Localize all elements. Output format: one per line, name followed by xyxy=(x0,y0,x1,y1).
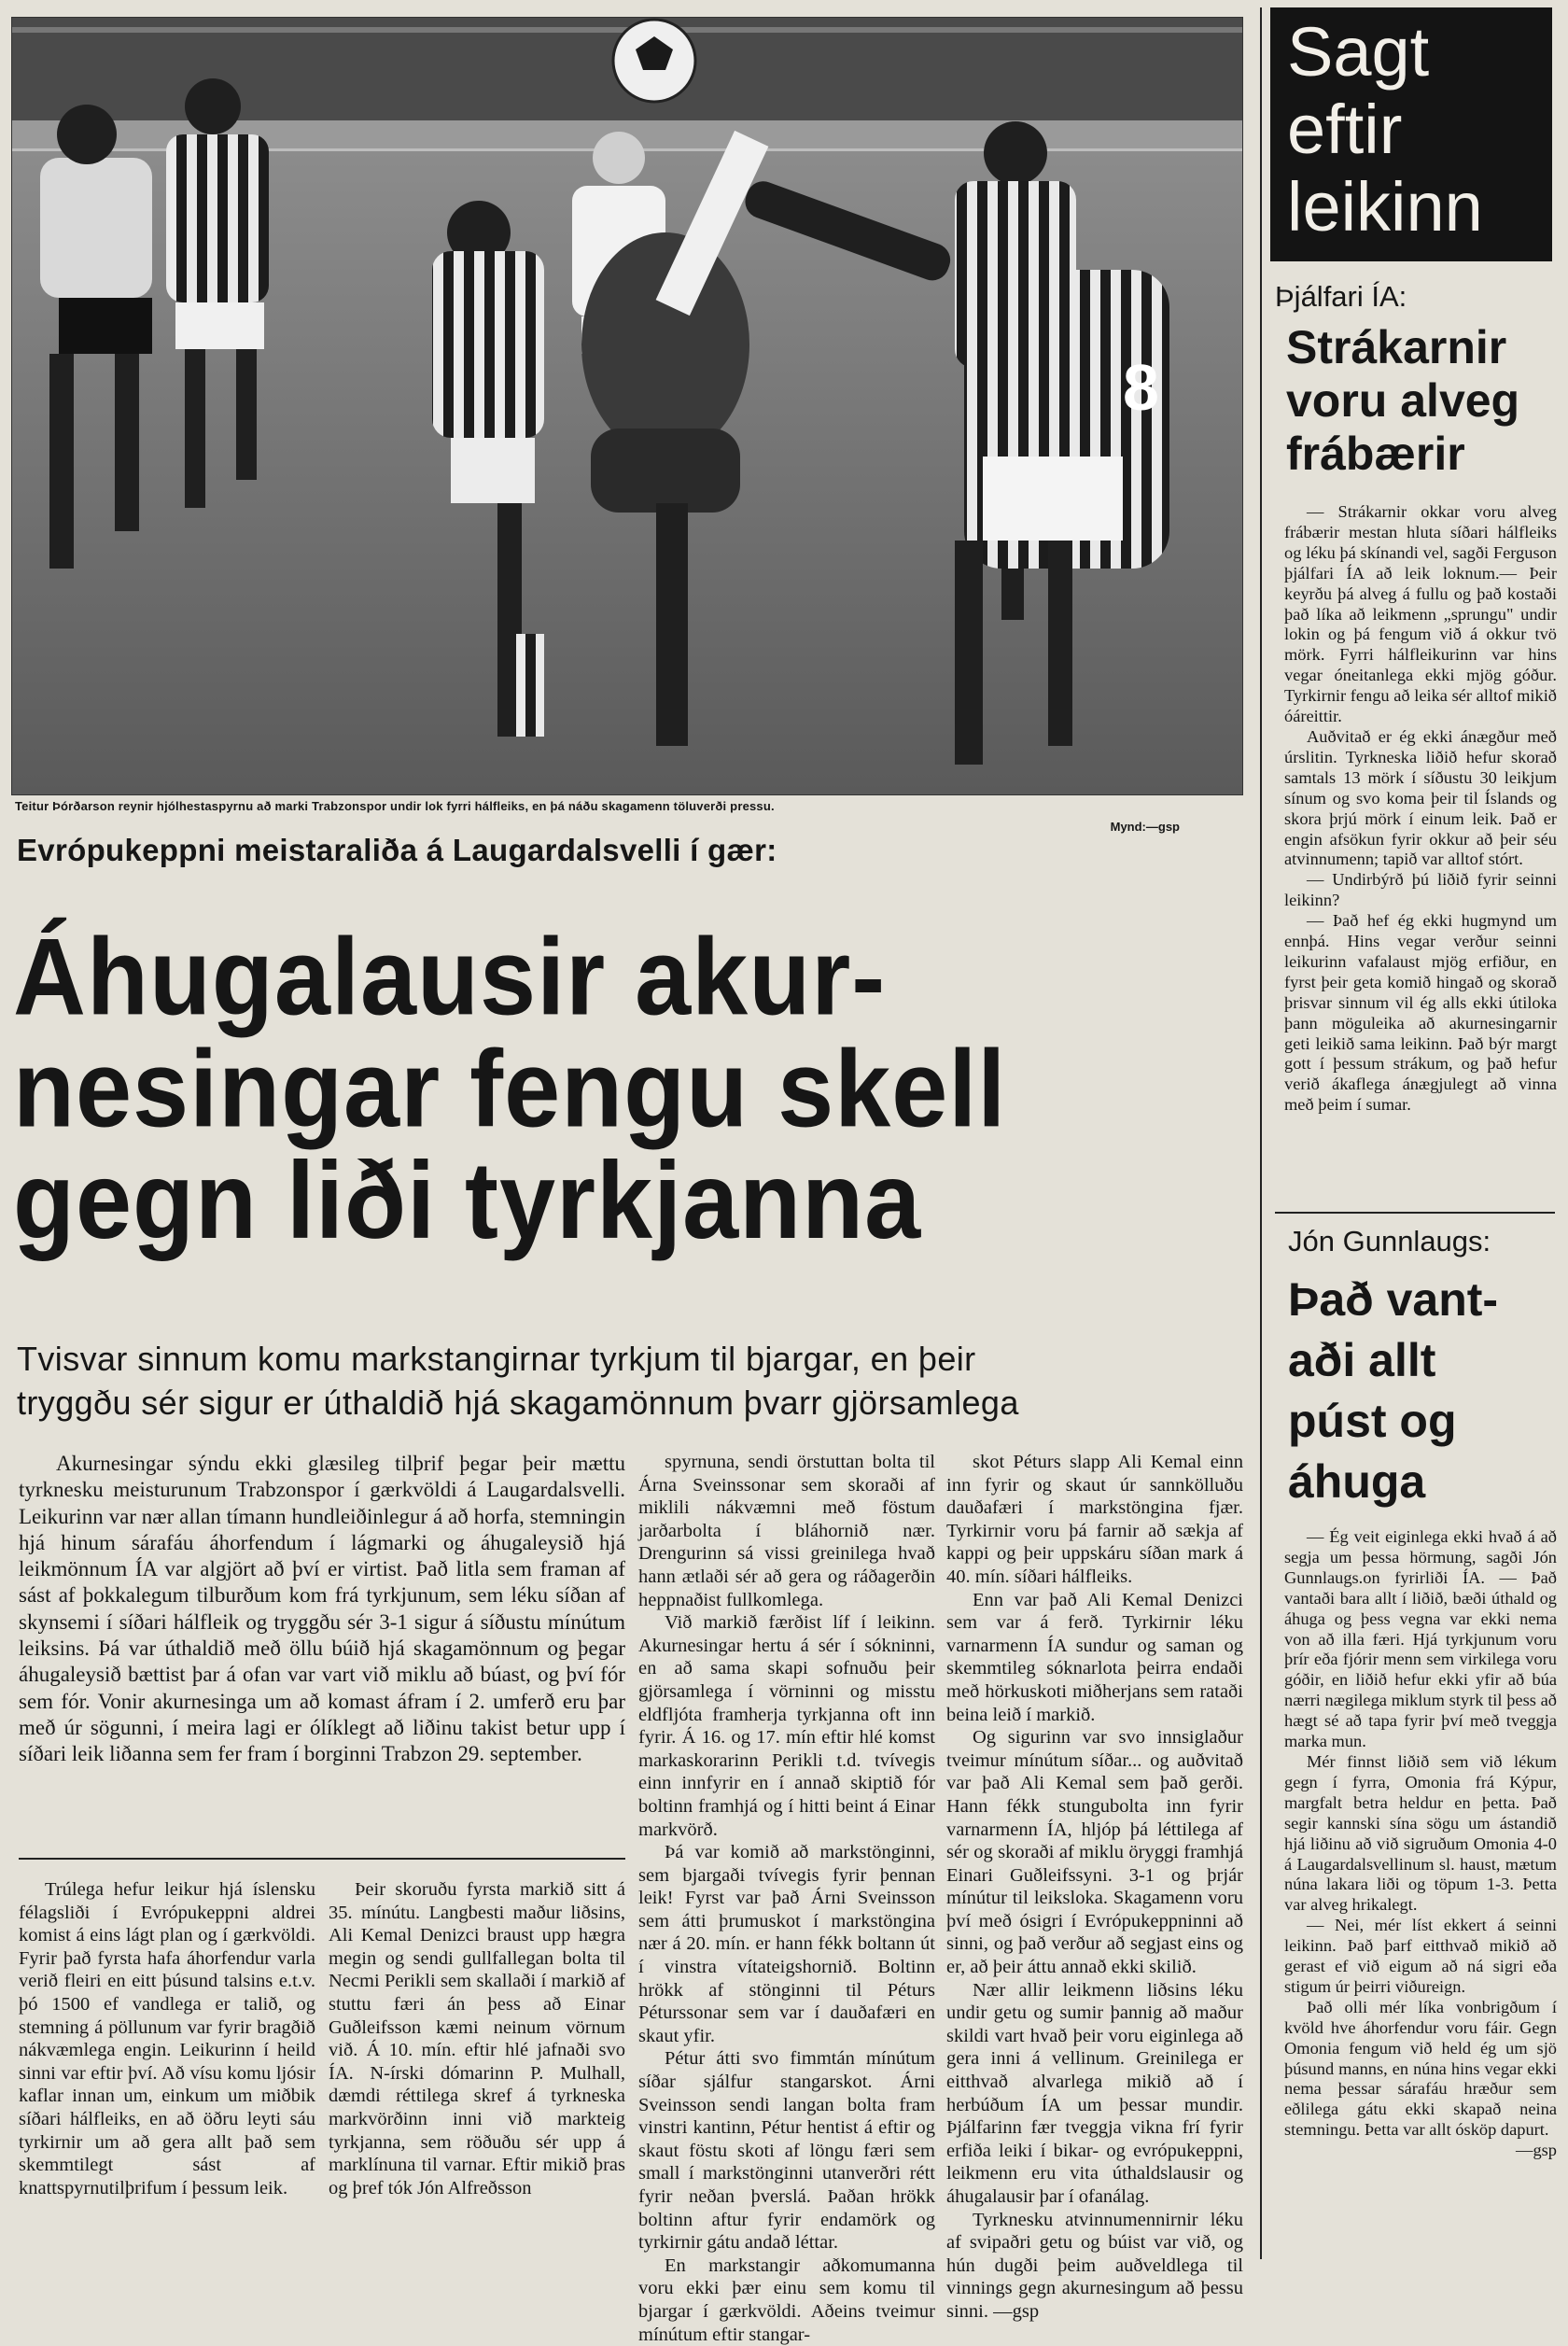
article-deck xyxy=(17,1337,1249,1425)
sidebar-heading: Sagt eftir leikinn xyxy=(1287,13,1483,246)
column-rule xyxy=(19,1858,625,1860)
body-paragraph: En markstangir aðkomumanna voru ekki þær einu sem komu til bjargar í gærkvöldi. Aðeins tveimur mínútum eftir stangar- xyxy=(638,2255,935,2345)
sidebar-divider xyxy=(1260,7,1262,2259)
sidebar-item1-title: Strákarnir voru alveg frábærir xyxy=(1286,321,1520,480)
photo-credit: Mynd:—gsp xyxy=(1110,820,1180,834)
body-paragraph: skot Péturs slapp Ali Kemal einn inn fyrir og skaut úr sannkölluðu dauðafæri í markstöngina fjær. Tyrkirnir voru þá farnir að sækja af kappi og þeir uppskáru síðan mark á 40. mín. síðari hálfleiks. xyxy=(946,1452,1243,1587)
article-headline xyxy=(13,915,1245,1262)
body-paragraph: Við markið færðist líf í leikinn. Akurnesingar hertu á sér í sókninni, en að sama skapi sofnuðu þeir gjörsamlega í vörninni og misstu eldfljóta framherja tyrkjanna oft inn fyrir. Á 16. og 17. mín eftir hlé komst markaskorarinn Perikli t.d. tvívegis einn innfyrir en í annað skiptið fór boltinn framhjá og í hitti beint á Einar markvörð. xyxy=(638,1612,935,1840)
sidebar-signature: —gsp xyxy=(1516,2141,1557,2160)
body-paragraph: Enn var það Ali Kemal Denizci sem var á ferð. Tyrkirnir léku varnarmenn ÍA sundur og saman og skemmtileg sóknarlota þeirra endaði með hörkuskoti miðherjans sem rataði beina leið í markið. xyxy=(946,1589,1243,1725)
sidebar-item1-label: Þjálfari ÍA: xyxy=(1275,280,1407,313)
article-column-2a xyxy=(19,1878,315,2199)
deck-line: Tvisvar sinnum komu markstangirnar tyrkjum til bjargar, en þeir xyxy=(17,1340,976,1378)
body-paragraph: Þá var komið að markstönginni, sem bjargaði tvívegis fyrir þennan leik! Fyrst var það Árni Sveinsson sem átti þrumuskot í markstöngina nær á 20. mín. er hann fékk boltann út í vinstra vítateigshornið. Boltinn hrökk af stönginni til Péturs Péturssonar sem var í dauðafæri en skaut yfir. xyxy=(638,1842,935,2046)
body-paragraph: Nær allir leikmenn liðsins léku undir getu og sumir þannig að maður skildi vart hvað þeir voru eiginlega að gera inni á vellinum. Greinilega er eitthvað alvarlega mikið að í herbúðum ÍA um þessar mundir. Þjálfarinn fær tveggja vikna frí fyrir erfiða leiki í bikar- og evrópukeppni, leikmenn eru vita úthaldslausir og áhugalausir þar í ofanálag. xyxy=(946,1979,1243,2207)
headline-line: gegn liði tyrkjanna xyxy=(13,1139,922,1262)
photo-caption: Teitur Þórðarson reynir hjólhestaspyrnu að marki Trabzonspor undir lok fyrri hálfleiks, en þá náðu skagamenn töluverði pressu. xyxy=(15,799,775,813)
article-column-3 xyxy=(638,1451,935,2346)
sidebar-item2-text: — Ég veit eiginlega ekki hvað á að segja um þessa hörmung, sagði Jón Gunnlaugs.on fyrirliði ÍA. — Það vantaði bara allt í liðið, bæði úthald og áhuga og þess vegna var ekki nema von að illa færi. Hjá tyrkjunum voru þrír eða fjórir menn sem virkilega voru góðir, en liðið hefur ekki yfir að búa nærri nægilega miklum styrk til þess að hægt sé að tapa fyrir því með tveggja marka mun. Mér finnst liðið sem við lékum gegn í fyrra, Omonia frá Kýpur, margfalt betra heldur en þetta. Það segir kannski sína sögu um ástandið hjá liðinu að við sigruðum Omonia 4-0 á Laugardalsvellinum sl. haust, mætum núna lakara liði og töpum 1-3. Þetta var alveg hrikalegt. — Nei, mér líst ekkert á seinni leikinn. Það þarf eitthvað mikið að gerast ef við eigum að ná sigri eða stigum úr þeirri viðureign. Það olli mér líka vonbrigðum í kvöld hve áhorfendur voru fáir. Gegn Omonia fengum við held ég um sjö þúsund manns, en núna hins vegar ekki nema þessar sárafáu hræður sem eðlilega gátu ekki skapað neina stemningu. Þetta var allt ósköp dapurt. —gsp xyxy=(1284,1527,1557,2160)
jersey-number: 8 xyxy=(1123,351,1159,424)
article-intro xyxy=(19,1451,625,1768)
match-photo xyxy=(11,17,1243,795)
article-column-4 xyxy=(946,1451,1243,2324)
sidebar-item2-label: Jón Gunnlaugs: xyxy=(1288,1225,1491,1257)
body-paragraph: spyrnuna, sendi örstuttan bolta til Árna Sveinssonar sem skoraði af miklili nákvæmni með föstum jarðarbolta í bláhornið nær. Drengurinn sá vissi greinilega hvað hann ætlaði sér að gera og ráðagerðin heppnaðist fullkomlega. xyxy=(638,1452,935,1610)
sidebar-heading-box xyxy=(1270,7,1552,261)
sidebar-item1-text: — Strákarnir okkar voru alveg frábærir mestan hluta síðari hálfleiks og léku þá skínandi vel, sagði Ferguson þjálfari ÍA að leik loknum.— Þeir keyrðu þá alveg á fullu og það kostaði það líka að leikmenn „sprungu" undir lokin og þá fengum við á okkur tvö mörk. Fyrri hálfleikurinn var hins vegar óneitanlega ekki mjög góður. Tyrkirnir fengu að leika sér alltof mikið óáreittir. Auðvitað er ég ekki ánægður með úrslitin. Tyrkneska liðið hefur skorað samtals 13 mörk í síðustu 30 leikjum sínum og svo koma þeir til Íslands og skora þrjú mörk í einum leik. Það er engin afsökun fyrir okkur að þeir séu atvinnumenn; tapið var alltof stórt. — Undirbýrð þú liðið fyrir seinni leikinn? — Það hef ég ekki hugmynd um ennþá. Hins vegar verður seinni leikurinn vafalaust mjög erfiður, en fyrst þeir geta komið hingað og skorað þrisvar sinnum vil ég alls ekki útiloka þann möguleika að akurnesingarnir geti leikið sama leikinn. Það býr margt gott í þessum strákum, og það hefur verið ákaflega ánægjulegt að vinna með þeim í sumar. xyxy=(1284,502,1557,1115)
article-column-2b xyxy=(329,1878,625,2199)
deck-line: tryggðu sér sigur er úthaldið hjá skagamönnum þvarr gjörsamlega xyxy=(17,1384,1019,1422)
body-paragraph: Trúlega hefur leikur hjá íslensku félagsliði í Evrópukeppni aldrei komist á eins lágt plan og í gærkvöldi. Fyrir það fyrsta hafa áhorfendur varla verið fleiri en eitt þúsund talsins e.t.v. þó 1500 ef vandlega er talið, og stemning á pöllunum var fyrir bragðið nákvæmlega engin. Leikurinn í heild sinni var eftir því. Að vísu komu ljósir kaflar innan um, einkum um miðbik síðari hálfleiks, en að öðru leyti sáu tyrkirnir um að gera allt það sem skemmtilegt sást af knattspyrnutilþrifum í þessum leik. xyxy=(19,1879,315,2198)
body-paragraph: Pétur átti svo fimmtán mínútum síðar sjálfur stangarskot. Árni Sveinsson sendi langan bolta fram vinstri kantinn, Pétur hentist á eftir og skaut föstu skoti af löngu færi sem small í markstönginni utanverðri rétt fyrir neðan þverslá. Þaðan hrökk boltinn aftur fyrir endamörk og tyrkirnir gátu andað léttar. xyxy=(638,2048,935,2254)
body-paragraph: Og sigurinn var svo innsiglaður tveimur mínútum síðar... og auðvitað var það Ali Kemal sem það gerði. Hann fékk stungubolta inn fyrir varnarmenn ÍA, hljóp þá léttilega af sér og skoraði af miklu öryggi framhjá Einari Guðleifssyni. 3-1 og þrjár mínútur til leiksloka. Skagamenn voru því með ósigri í Evrópukeppninni að sinni, og það verður að segjast eins og er, að þeir áttu annað ekki skilið. xyxy=(946,1727,1243,1978)
body-paragraph: Þeir skoruðu fyrsta markið sitt á 35. mínútu. Langbesti maður liðsins, Ali Kemal Denizci braust upp hægra megin og sendi gullfallegan bolta til Necmi Perikli sem skallaði í markið af stuttu færi án þess að Einar Guðleifsson kæmi neinum vörnum við. Á 10. mín. eftir hlé jafnaði svo ÍA. N-írski dómarinn P. Mulhall, dæmdi réttilega skref á tyrkneska markvörðinn inni við markteig tyrkjanna, sem röðuðu sér upp á marklínuna til varnar. Eftir mikið þras og þref tók Jón Alfreðsson xyxy=(329,1879,625,2198)
sidebar-item2-title: Það vant- aði allt púst og áhuga xyxy=(1288,1273,1499,1508)
body-paragraph: Tyrknesku atvinnumennirnir léku af svipaðri getu og búist var við, og hún dugði þeim auðveldlega til vinnings gegn akurnesingum að þessu sinni. —gsp xyxy=(946,2209,1243,2322)
article-kicker: Evrópukeppni meistaraliða á Laugardalsvelli í gær: xyxy=(17,833,777,867)
sidebar-rule xyxy=(1275,1212,1555,1214)
headline-line: Áhugalausir akur- xyxy=(13,915,887,1038)
intro-paragraph: Akurnesingar sýndu ekki glæsileg tilþrif þegar þeir mættu tyrknesku meisturunum Trabzonspor í gærkvöldi á Laugardalsvelli. Leikurinn var nær allan tímann hundleiðinlegur á að horfa, stemningin hjá hinum sárafáu áhorfendum í lágmarki og áhugaleysið hjá leikmönnum ÍA var algjört að því er virtist. Það litla sem framan af sást af þokkalegum tilburðum kom frá tyrkjunum, sem léku síðan af skynsemi í síðari hálfleik og tryggðu sér 3-1 sigur á síðustu mínútum leiksins. Þá var úthaldið með öllu búið hjá skagamönnum og þegar áhugaleysið bættist þar á ofan var vart við miklu að búast, og því fór sem fór. Vonir akurnesinga um að komast áfram í 2. umferð eru þar með úr sögunni, í meira lagi er ólíklegt að liðinu takist betur upp í síðari leik liðanna sem fer fram í borginni Trabzon 29. september. xyxy=(19,1452,625,1766)
headline-line: nesingar fengu skell xyxy=(13,1027,1007,1150)
